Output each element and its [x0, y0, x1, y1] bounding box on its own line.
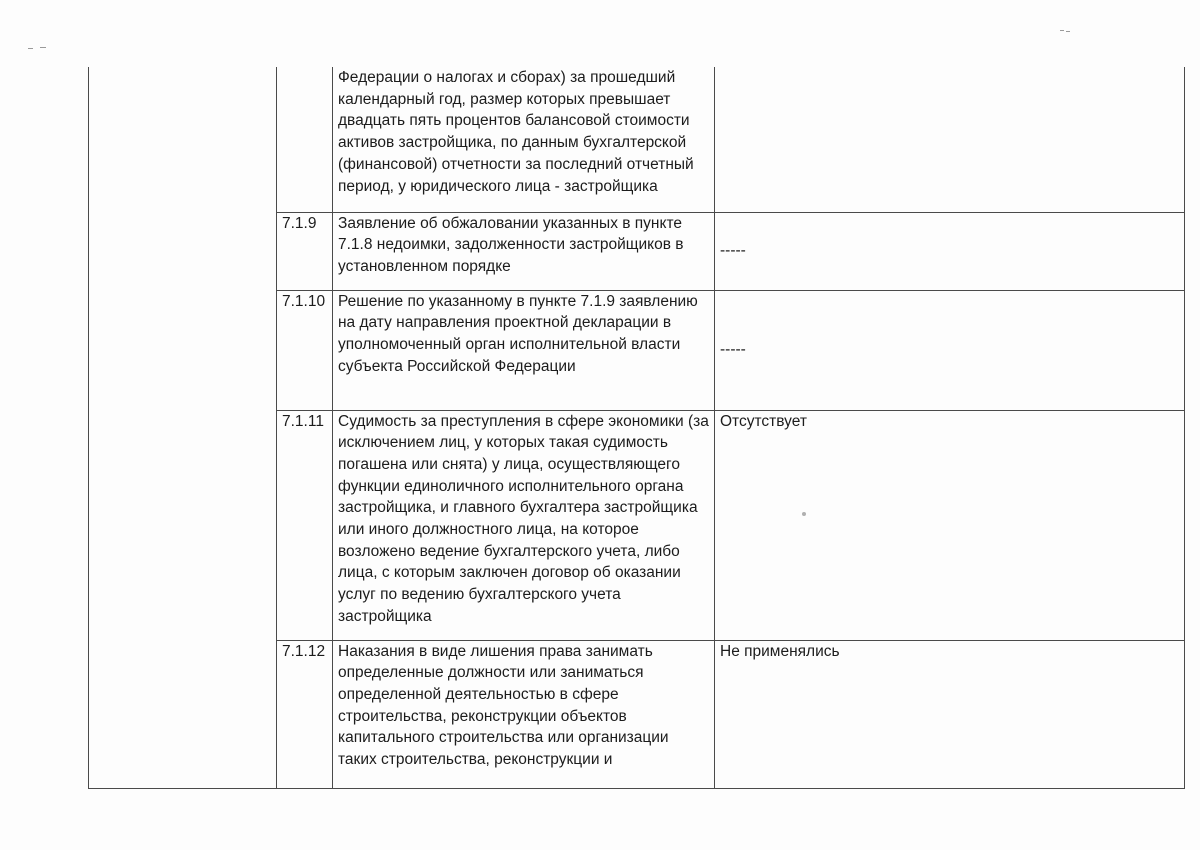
item-description: Заявление об обжаловании указанных в пункте 7.1.8 недоимки, задолженности застройщиков в установленном порядке [333, 212, 715, 290]
item-value: ----- [715, 212, 1185, 290]
item-description: Наказания в виде лишения права занимать определенные должности или заниматься определенной деятельностью в сфере строительства, реконструкции объектов капитального строительства или организации таких строительства, реконструкции и [333, 640, 715, 788]
item-description: Решение по указанному в пункте 7.1.9 заявлению на дату направления проектной декларации в уполномоченный орган исполнительной власти субъекта Российской Федерации [333, 290, 715, 410]
table-row [89, 67, 1185, 212]
item-description: Федерации о налогах и сборах) за прошедший календарный год, размер которых превышает двадцать пять процентов балансовой стоимости активов застройщика, по данным бухгалтерской (финансовой) отчетности за последний отчетный период, у юридического лица - застройщика [333, 67, 715, 212]
item-number: 7.1.12 [277, 640, 333, 788]
item-description: Судимость за преступления в сфере экономики (за исключением лиц, у которых такая судимость погашена или снята) у лица, осуществляющего функции единоличного исполнительного органа застройщика, и главного бухгалтера застройщика или иного должностного лица, на которое возложено ведение бухгалтерского учета, либо лица, с которым заключен договор об оказании услуг по ведению бухгалтерского учета застройщика [333, 410, 715, 640]
item-number: 7.1.11 [277, 410, 333, 640]
item-number: 7.1.9 [277, 212, 333, 290]
item-number [277, 67, 333, 212]
scan-mark [1066, 31, 1070, 32]
item-value: Не применялись [715, 640, 1185, 788]
item-value: Отсутствует [715, 410, 1185, 640]
blank-cell [89, 67, 277, 788]
scan-mark [28, 48, 33, 49]
item-value [715, 67, 1185, 212]
item-number: 7.1.10 [277, 290, 333, 410]
scan-mark [40, 47, 46, 48]
item-value: ----- [715, 290, 1185, 410]
declaration-table [88, 67, 1185, 789]
scan-mark [1060, 30, 1064, 31]
